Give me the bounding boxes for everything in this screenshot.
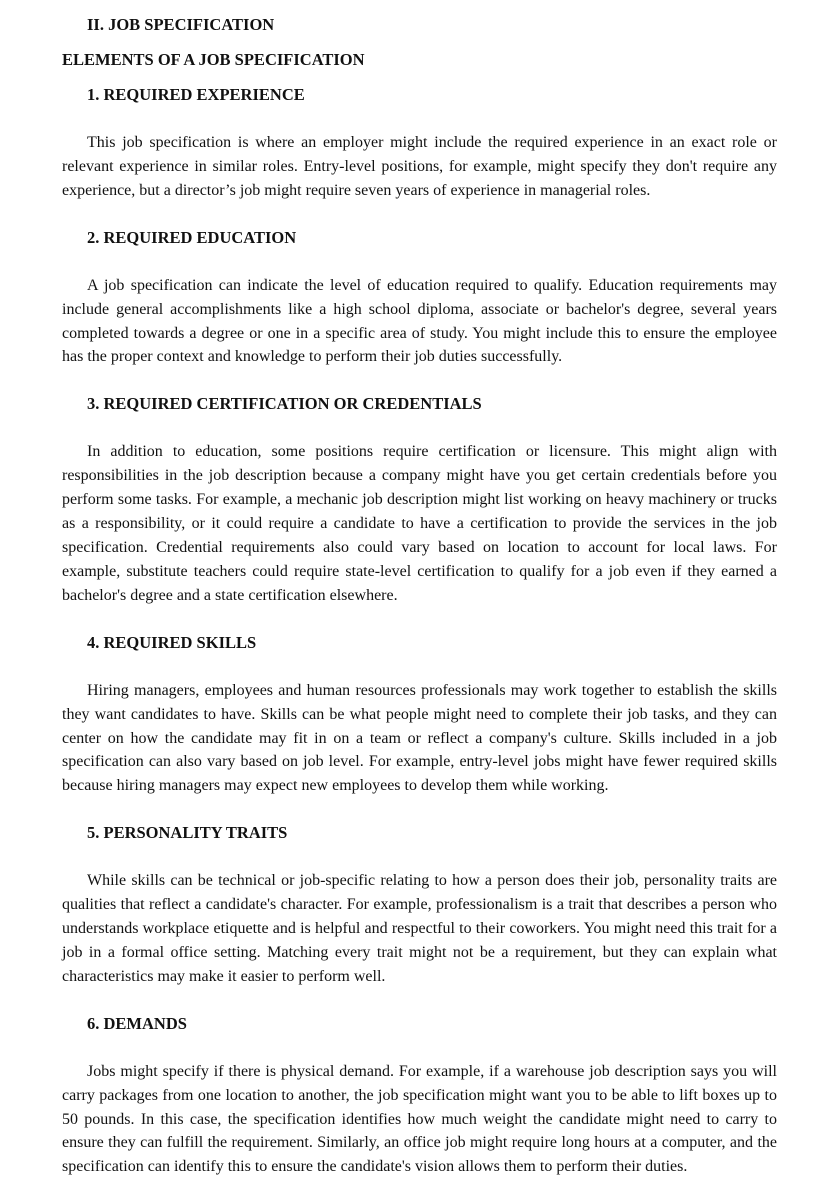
- paragraph-demands: Jobs might specify if there is physical demand. For example, if a warehouse job description says you will carry packages from one location to another, the job specification might want you to be able to lift boxes up to 50 pounds. In this case, the specification identifies how much weight the candidate might need to carry to ensure they can fulfill the requirement. Similarly, an office job might require long hours at a computer, and the specification can identify this to ensure the candidate's vision allows them to perform their duties.: [62, 1062, 777, 1176]
- paragraph-personality-traits: While skills can be technical or job-specific relating to how a person does their job, personality traits are qualities that reflect a candidate's character. For example, professionalism is a trait that describes a person who understands workplace etiquette and is helpful and respectful to their coworkers. You might need this trait for a job in a formal office setting. Matching every trait might not be a requirement, but they can explain what characteristics may make it easier to perform well.: [62, 872, 777, 985]
- heading-personality-traits: 5. PERSONALITY TRAITS: [87, 823, 288, 843]
- heading-required-experience: 1. REQUIRED EXPERIENCE: [87, 85, 305, 104]
- section-title: II. JOB SPECIFICATION: [87, 15, 275, 34]
- paragraph-required-certification: In addition to education, some positions require certification or licensure. This might align with responsibilities in the job description because a company might have you get certain credentials before you perform some tasks. For example, a mechanic job description might list working on heavy machinery or trucks as a responsibility, or it could require a candidate to have a certification to provide the services in the job specification. Credential requirements also could vary based on location to account for local laws. For example, substitute teachers could require state-level certification to qualify for a job even if they earned a bachelor's degree and a state certification elsewhere.: [62, 443, 777, 604]
- paragraph-required-education: A job specification can indicate the level of education required to qualify. Education requirements may include general accomplishments like a high school diploma, associate or bachelor's degree, several years completed towards a degree or one in a specific area of study. You might include this to ensure the employee has the proper context and knowledge to perform their job duties successfully.: [62, 276, 777, 366]
- paragraph-required-experience: This job specification is where an employer might include the required experience in an exact role or relevant experience in similar roles. Entry-level positions, for example, might specify they don't require any experience, but a director’s job might require seven years of experience in managerial roles.: [62, 134, 777, 199]
- heading-required-skills: 4. REQUIRED SKILLS: [87, 632, 257, 652]
- paragraph-required-skills: Hiring managers, employees and human resources professionals may work together to establish the skills they want candidates to have. Skills can be what people might need to complete their job tasks, and they can center on how the candidate may fit in on a team or reflect a company's culture. Skills included in a job specification can also vary based on job level. For example, entry-level jobs might have fewer required skills because hiring managers may expect new employees to develop them while working.: [62, 681, 777, 795]
- heading-required-certification: 3. REQUIRED CERTIFICATION OR CREDENTIALS: [87, 394, 482, 414]
- heading-required-education: 2. REQUIRED EDUCATION: [87, 227, 297, 247]
- document-page: [62, 14, 777, 1179]
- elements-title: ELEMENTS OF A JOB SPECIFICATION: [62, 50, 365, 69]
- heading-demands: 6. DEMANDS: [87, 1013, 187, 1033]
